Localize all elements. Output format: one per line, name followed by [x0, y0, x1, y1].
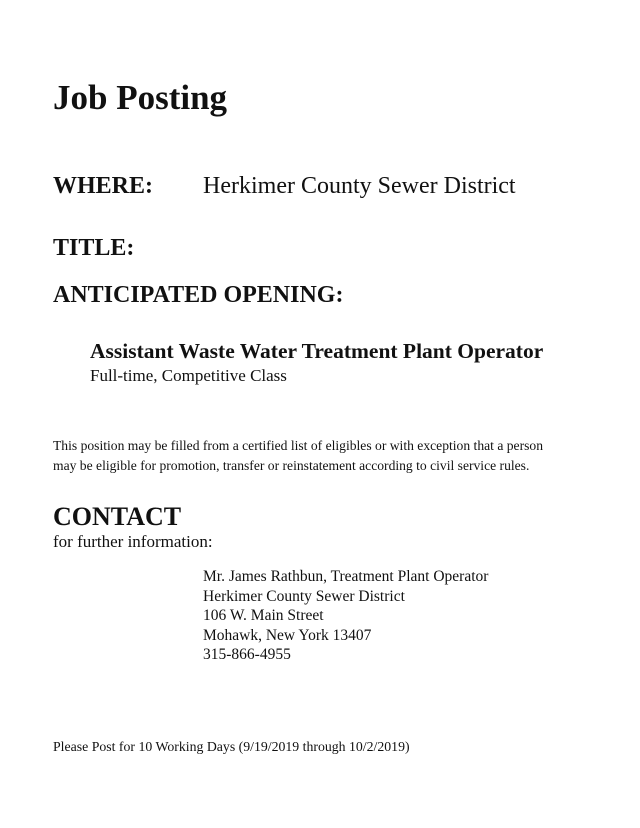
contact-organization: Herkimer County Sewer District [203, 587, 405, 605]
position-title: Assistant Waste Water Treatment Plant Operator [90, 339, 544, 363]
eligibility-paragraph [53, 436, 543, 476]
position-classification: Full-time, Competitive Class [90, 366, 287, 385]
document-title: Job Posting [53, 78, 228, 117]
posting-period-note: Please Post for 10 Working Days (9/19/2019 through 10/2/2019) [53, 739, 410, 754]
where-label: WHERE: [53, 173, 154, 199]
contact-address-block [203, 567, 488, 665]
eligibility-line: This position may be filled from a certified list of eligibles or with exception that a person [53, 438, 544, 453]
eligibility-line: may be eligible for promotion, transfer or reinstatement according to civil service rules. [53, 458, 530, 473]
contact-subheading: for further information: [53, 532, 213, 551]
contact-city-state-zip: Mohawk, New York 13407 [203, 626, 372, 644]
contact-street: 106 W. Main Street [203, 607, 324, 624]
contact-heading: CONTACT [53, 502, 182, 531]
anticipated-opening-label: ANTICIPATED OPENING: [53, 282, 344, 308]
contact-phone: 315-866-4955 [203, 646, 291, 663]
where-value: Herkimer County Sewer District [203, 173, 516, 199]
contact-name: Mr. James Rathbun, Treatment Plant Operator [203, 568, 489, 585]
title-label: TITLE: [53, 235, 135, 261]
